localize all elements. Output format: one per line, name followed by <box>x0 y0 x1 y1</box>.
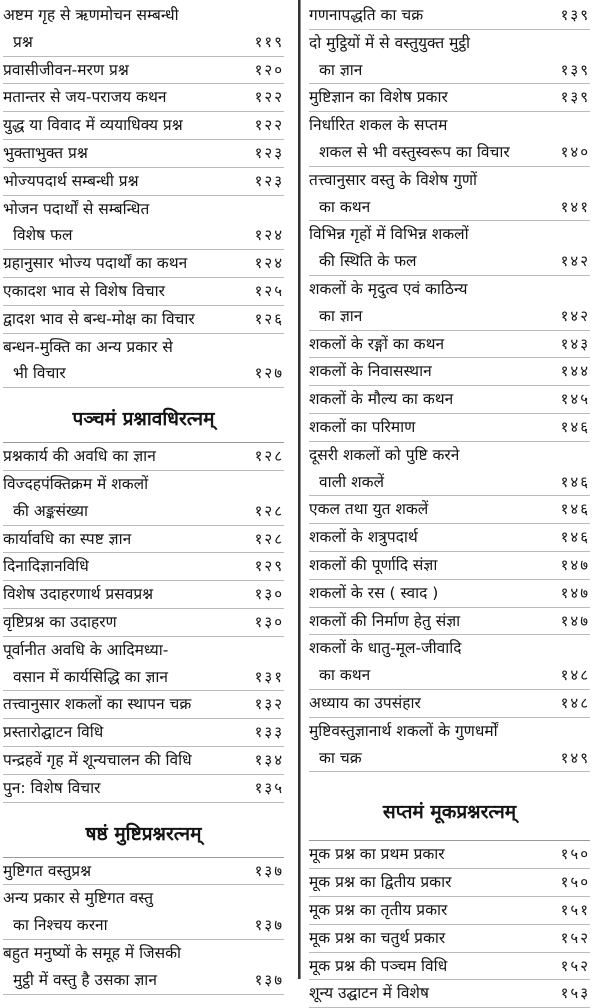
toc-entry[interactable] <box>3 443 284 471</box>
page-number: १३९ <box>560 88 590 107</box>
toc-entry-title: वृष्टिप्रश्न का उदाहरण <box>3 612 117 631</box>
toc-entry-title: का कथन <box>319 197 371 216</box>
toc-entry[interactable] <box>309 84 590 112</box>
page-number: १४६ <box>560 417 590 436</box>
toc-entry-title: पुन: विशेष विचार <box>3 778 101 797</box>
toc-entry[interactable] <box>3 637 284 692</box>
toc-entry-title: का ज्ञान <box>319 60 363 79</box>
page-number: १४४ <box>560 362 590 381</box>
toc-entry-title: मूक प्रश्न का चतुर्थ प्रकार <box>309 928 446 947</box>
toc-entry[interactable] <box>3 940 284 995</box>
toc-entry-title: भुक्ताभुक्त प्रश्न <box>3 143 88 162</box>
toc-entry[interactable] <box>309 925 590 953</box>
toc-entry-line <box>309 331 590 358</box>
toc-entry-line <box>309 469 590 496</box>
toc-entry-line <box>3 526 284 553</box>
toc-entry-title: मुट्ठी में वस्तु है उसका ज्ञान <box>13 970 157 989</box>
toc-entry-line <box>309 139 590 166</box>
toc-entry-line <box>309 745 590 772</box>
page-number: १३० <box>254 585 284 604</box>
toc-entry-title: वाली शकलें <box>319 472 385 491</box>
page-number: १३४ <box>254 750 284 769</box>
toc-entry-line <box>309 841 590 868</box>
toc-entry-line <box>3 664 284 691</box>
toc-entry[interactable] <box>309 580 590 608</box>
toc-entry-title: बहुत मनुष्यों के समूह में जिसकी <box>3 943 181 962</box>
toc-entry-title: मूक प्रश्न का प्रथम प्रकार <box>309 845 445 864</box>
toc-entry-title: गणनापद्धति का चक्र <box>309 6 424 24</box>
page-number: १३३ <box>254 723 284 742</box>
page-number: १४६ <box>560 500 590 519</box>
toc-entry[interactable] <box>3 747 284 775</box>
toc-entry-title: भोज्यपदार्थ सम्बन्धी प्रश्न <box>3 171 139 190</box>
chapter-heading: सप्तमं मूकप्रश्नरत्नम् <box>309 772 590 841</box>
toc-entry-line <box>3 306 284 333</box>
toc-entry-title: ग्रहानुसार भोज्य पदार्थों का कथन <box>3 254 188 273</box>
page-number: १३७ <box>254 861 284 880</box>
page-number: १२८ <box>254 447 284 466</box>
toc-entry[interactable] <box>3 775 284 803</box>
toc-entry-title: का कथन <box>319 666 371 685</box>
page-number: १२३ <box>254 143 284 162</box>
toc-entry-title: वसान में कार्यसिद्धि का ज्ञान <box>13 667 168 686</box>
toc-entry[interactable] <box>309 953 590 981</box>
toc-entry-title: द्वादश भाव से बन्ध-मोक्ष का विचार <box>3 309 195 328</box>
toc-entry[interactable] <box>3 691 284 719</box>
toc-entry[interactable] <box>3 471 284 526</box>
toc-entry-title: का ज्ञान <box>319 306 363 325</box>
toc-entry-title: शकलों के मृदुत्व एवं काठिन्य <box>309 279 468 298</box>
toc-entry[interactable] <box>309 608 590 636</box>
toc-entry-line <box>3 443 284 470</box>
toc-entry-line <box>3 360 284 387</box>
toc-entry-title: शून्य उद्घाटन में विशेष <box>309 984 429 1003</box>
toc-entry-line <box>3 112 284 139</box>
page-number: १३२ <box>254 695 284 714</box>
toc-entry[interactable] <box>309 690 590 718</box>
toc-entry-line <box>3 967 284 994</box>
toc-entry-title: का चक्र <box>319 748 362 767</box>
page-number: १३१ <box>254 667 284 686</box>
page-number: १५० <box>560 845 590 864</box>
toc-entry-line <box>309 897 590 924</box>
left-column <box>0 0 300 989</box>
page-number: १५० <box>560 873 590 892</box>
page-number: १२८ <box>254 501 284 520</box>
page-number: १२९ <box>254 557 284 576</box>
toc-entry[interactable] <box>309 331 590 359</box>
page-number: १४२ <box>560 252 590 271</box>
toc-entry-title: प्रवासीजीवन-मरण प्रश्न <box>3 60 129 79</box>
toc-entry[interactable] <box>3 553 284 581</box>
toc-entry-title: की स्थिति के फल <box>319 252 417 271</box>
toc-entry[interactable] <box>3 885 284 940</box>
toc-entry-line <box>3 140 284 167</box>
toc-entry-title: मुष्टिवस्तुज्ञानार्थ शकलों के गुणधर्मों <box>309 721 498 740</box>
page-number: १२६ <box>254 309 284 328</box>
toc-entry[interactable] <box>3 858 284 886</box>
toc-entry[interactable] <box>3 112 284 140</box>
toc-entry-title: कार्यावधि का स्पष्ट ज्ञान <box>3 529 132 548</box>
page-number: १३९ <box>560 60 590 79</box>
toc-entry-title: बन्धन-मुक्ति का अन्य प्रकार से <box>3 337 173 356</box>
toc-entry-line <box>3 609 284 636</box>
toc-entry[interactable] <box>309 635 590 690</box>
toc-entry-title: शकलों के धातु-मूल-जीवादि <box>309 639 462 658</box>
page-number: १५२ <box>560 956 590 975</box>
page-number: १४० <box>560 142 590 161</box>
toc-entry[interactable] <box>309 897 590 925</box>
toc-entry[interactable] <box>309 718 590 773</box>
toc-entry-title: मुष्टिगत वस्तुप्रश्न <box>3 861 92 880</box>
toc-entry-line <box>309 112 590 139</box>
page-number: १३७ <box>254 970 284 989</box>
page-number: १२४ <box>254 226 284 245</box>
toc-entry-line <box>3 912 284 939</box>
toc-entry-title: विशेष फल <box>13 226 73 245</box>
toc-entry-line <box>309 635 590 662</box>
page-number: १४८ <box>560 666 590 685</box>
toc-entry[interactable] <box>3 140 284 168</box>
toc-entry-line <box>309 524 590 551</box>
toc-entry[interactable] <box>309 386 590 414</box>
toc-entry-line <box>3 940 284 967</box>
toc-entry-title: मूक प्रश्न की पञ्चम विधि <box>309 956 448 975</box>
toc-entry-line <box>3 498 284 525</box>
toc-entry-title: शकलों की पूर्णादि संज्ञा <box>309 555 438 574</box>
toc-entry-line <box>3 885 284 912</box>
page-number: १४५ <box>560 390 590 409</box>
toc-entry[interactable] <box>309 221 590 276</box>
toc-entry-line <box>3 747 284 774</box>
toc-entry[interactable] <box>3 306 284 334</box>
toc-entry-line <box>309 925 590 952</box>
toc-entry-line <box>309 57 590 84</box>
toc-entry-title: विभिन्न गृहों में विभिन्न शकलों <box>309 225 469 244</box>
toc-entry-title: प्रश्नकार्य की अवधि का ज्ञान <box>3 447 156 466</box>
page-number: १४७ <box>560 583 590 602</box>
page-number: १२० <box>254 60 284 79</box>
page-number: १४९ <box>560 748 590 767</box>
toc-entry-line <box>309 690 590 717</box>
toc-entry-title: अष्टम गृह से ऋणमोचन सम्बन्धी <box>3 6 179 24</box>
toc-entry-line <box>3 471 284 498</box>
toc-entry-line <box>309 442 590 469</box>
toc-entry[interactable] <box>309 276 590 331</box>
toc-entry-line <box>309 194 590 221</box>
toc-entry-line <box>309 718 590 745</box>
toc-entry-title: तत्त्वानुसार शकलों का स्थापन चक्र <box>3 695 192 714</box>
page-number: १२२ <box>254 88 284 107</box>
page-number: १२८ <box>254 529 284 548</box>
toc-entry[interactable] <box>3 57 284 85</box>
page-number: १३५ <box>254 778 284 797</box>
toc-entry-line <box>3 57 284 84</box>
page-number: १३० <box>254 612 284 631</box>
page-number: १४७ <box>560 555 590 574</box>
toc-entry-line <box>3 691 284 718</box>
toc-entry-title: पूर्वानीत अवधि के आदिमध्या- <box>3 640 169 659</box>
toc-entry-title: शकलों के मौल्य का कथन <box>309 390 454 409</box>
toc-entry[interactable] <box>309 30 590 85</box>
toc-entry[interactable] <box>3 719 284 747</box>
toc-entry-line <box>3 637 284 664</box>
toc-entry[interactable] <box>3 196 284 251</box>
toc-entry[interactable] <box>3 609 284 637</box>
page-number: १३७ <box>254 916 284 935</box>
toc-entry-title: मूक प्रश्न का तृतीय प्रकार <box>309 900 448 919</box>
toc-entry[interactable] <box>3 581 284 609</box>
toc-entry-title: एकल तथा युत शकलें <box>309 500 429 519</box>
toc-entry-title: शकलों का परिमाण <box>309 417 416 436</box>
page-number: १२५ <box>254 281 284 300</box>
page-number: १५१ <box>560 900 590 919</box>
page-number: १२४ <box>254 254 284 273</box>
toc-entry[interactable] <box>3 334 284 389</box>
toc-entry[interactable] <box>309 414 590 442</box>
toc-entry-title: प्रस्तारोद्घाटन विधि <box>3 723 104 742</box>
toc-entry-line <box>309 980 590 1007</box>
toc-entry-line <box>309 303 590 330</box>
toc-entry-line <box>309 496 590 523</box>
toc-entry-line <box>309 276 590 303</box>
page-number: १२७ <box>254 364 284 383</box>
toc-entry-title: तत्त्वानुसार वस्तु के विशेष गुणों <box>309 170 478 189</box>
toc-entry-line <box>309 662 590 689</box>
chapter-heading: षष्ठं मुष्टिप्रश्नरत्नम् <box>3 803 284 858</box>
toc-entry[interactable] <box>309 552 590 580</box>
toc-entry-line <box>309 30 590 57</box>
page-number: १४१ <box>560 197 590 216</box>
right-column <box>300 0 600 1003</box>
toc-entry-line <box>309 414 590 441</box>
toc-entry-line <box>309 869 590 896</box>
toc-entry[interactable] <box>309 496 590 524</box>
toc-entry-title: अध्याय का उपसंहार <box>309 693 421 712</box>
toc-entry-line <box>309 248 590 275</box>
toc-entry[interactable] <box>3 168 284 196</box>
toc-entry[interactable] <box>309 980 590 1008</box>
toc-entry[interactable] <box>309 358 590 386</box>
toc-entry[interactable] <box>309 869 590 897</box>
page-number: १२२ <box>254 116 284 135</box>
toc-entry-line <box>3 858 284 885</box>
toc-entry-line <box>309 358 590 385</box>
toc-entry[interactable] <box>309 841 590 869</box>
chapter-heading: पञ्चमं प्रश्नावधिरत्नम् <box>3 388 284 443</box>
page-number: ११९ <box>254 32 284 51</box>
toc-entry-line <box>309 608 590 635</box>
toc-entry-line <box>309 2 590 29</box>
toc-entry-title: अन्य प्रकार से मुष्टिगत वस्तु <box>3 889 154 908</box>
toc-entry[interactable] <box>309 167 590 222</box>
toc-entry-title: शकलों के निवासस्थान <box>309 362 432 381</box>
toc-entry-title: विशेष उदाहरणार्थ प्रसवप्रश्न <box>3 585 154 604</box>
toc-entry-title: विज्दहपंक्तिक्रम में शकलों <box>3 474 149 493</box>
toc-entry[interactable] <box>309 2 590 30</box>
toc-entry[interactable] <box>3 278 284 306</box>
toc-entry-title: दो मुट्ठियों में से वस्तुयुक्त मुट्ठी <box>309 33 470 52</box>
toc-entry[interactable] <box>309 112 590 167</box>
toc-entry[interactable] <box>309 442 590 497</box>
page-number: १५३ <box>560 984 590 1003</box>
toc-entry-title: दूसरी शकलों को पुष्टि करने <box>309 445 460 464</box>
toc-entry-title: निर्धारित शकल के सप्तम <box>309 116 448 135</box>
toc-entry-title: एकादश भाव से विशेष विचार <box>3 281 165 300</box>
page-number: १४२ <box>560 306 590 325</box>
toc-entry-line <box>309 221 590 248</box>
toc-entry-title: भोजन पदार्थों से सम्बन्धित <box>3 199 150 218</box>
toc-entry-title: शकलों के रङ्गों का कथन <box>309 334 445 353</box>
toc-entry-title: भी विचार <box>13 364 66 383</box>
toc-entry-line <box>3 84 284 111</box>
toc-entry-title: दिनादिज्ञानविधि <box>3 557 89 576</box>
toc-entry-line <box>309 167 590 194</box>
toc-entry-line <box>3 222 284 249</box>
page-number: १४६ <box>560 528 590 547</box>
toc-entry-line <box>309 552 590 579</box>
page-number: १२३ <box>254 171 284 190</box>
toc-entry-title: शकलों की निर्माण हेतु संज्ञा <box>309 611 461 630</box>
toc-entry-line <box>3 196 284 223</box>
toc-entry-line <box>3 581 284 608</box>
toc-entry-title: पन्द्रहवें गृह में शून्यचालन की विधि <box>3 750 192 769</box>
toc-entry-title: का निश्चय करना <box>13 916 108 935</box>
toc-entry[interactable] <box>3 84 284 112</box>
toc-entry-line <box>309 953 590 980</box>
toc-entry-title: शकल से भी वस्तुस्वरूप का विचार <box>319 142 510 161</box>
toc-entry-line <box>309 84 590 111</box>
page-number: १४३ <box>560 334 590 353</box>
toc-entry-title: मुष्टिज्ञान का विशेष प्रकार <box>309 88 448 107</box>
page-number: १४८ <box>560 693 590 712</box>
toc-entry-line <box>3 719 284 746</box>
toc-entry[interactable] <box>3 250 284 278</box>
toc-entry-title: शकलों के शत्रुपदार्थ <box>309 528 418 547</box>
toc-entry-title: की अङ्कसंख्या <box>13 501 89 520</box>
toc-entry-line <box>3 278 284 305</box>
toc-entry-line <box>3 553 284 580</box>
page-number: १४७ <box>560 611 590 630</box>
page-number: १५२ <box>560 928 590 947</box>
page-number: १४६ <box>560 472 590 491</box>
toc-entry-line <box>3 250 284 277</box>
toc-entry-title: मतान्तर से जय-पराजय कथन <box>3 88 167 107</box>
toc-entry[interactable] <box>3 2 284 57</box>
toc-entry-line <box>309 386 590 413</box>
toc-entry-title: शकलों के रस ( स्वाद ) <box>309 583 439 602</box>
toc-entry-title: प्रश्न <box>13 32 33 51</box>
toc-entry[interactable] <box>309 524 590 552</box>
toc-entry-line <box>3 168 284 195</box>
toc-entry-line <box>3 775 284 802</box>
toc-entry[interactable] <box>3 526 284 554</box>
toc-entry-title: युद्ध या विवाद में व्ययाधिक्य प्रश्न <box>3 116 183 135</box>
page-number: १३९ <box>560 6 590 24</box>
toc-entry-line <box>3 2 284 29</box>
toc-entry-line <box>3 29 284 56</box>
toc-entry-line <box>3 334 284 361</box>
toc-entry-line <box>309 580 590 607</box>
toc-entry-title: मूक प्रश्न का द्वितीय प्रकार <box>309 873 452 892</box>
